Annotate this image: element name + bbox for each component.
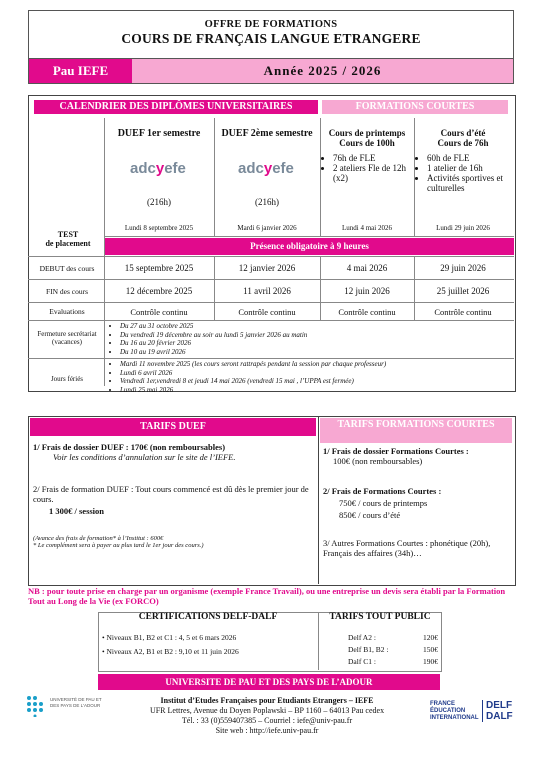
tarif-d1 [33, 442, 313, 462]
tarifs-public-table [348, 632, 438, 668]
test-date-1: Lundi 8 septembre 2025 [124, 224, 194, 232]
tarif-f2 [323, 486, 509, 520]
test-date-4: Lundi 29 juin 2026 [436, 224, 490, 232]
fin-4: 25 juillet 2026 [436, 286, 490, 296]
col-printemps-b: Cours de 100h [339, 138, 395, 148]
feries-label: Jours fériés [50, 375, 84, 383]
header [28, 10, 514, 59]
eval-label: Evaluations [49, 307, 85, 316]
hours-2: (216h) [255, 197, 279, 207]
tarif-f2-text: 2/ Frais de Formations Courtes : [323, 486, 442, 496]
tarifs-public-title: TARIFS TOUT PUBLIC [329, 612, 431, 622]
short-title: FORMATIONS COURTES [322, 100, 508, 114]
table-row [348, 656, 438, 668]
list-item: • Du 27 au 31 octobre 2025 [120, 322, 508, 331]
year: Année 2025 / 2026 [132, 59, 513, 83]
cert-l1: • Niveaux B1, B2 et C1 : 4, 5 et 6 mars 2026 [102, 633, 237, 642]
list-item: • 60h de FLE [427, 153, 511, 163]
fermeture-label: Fermeture secrétariat (vacances) [37, 330, 97, 346]
uppa-dots-icon [26, 695, 48, 717]
uppa-text: UNIVERSITÉ DE PAU ET DES PAYS DE L'ADOUR [50, 697, 102, 708]
adcyefe-logo-2: adcyefe [238, 160, 294, 177]
debut-label: DEBUT des cours [39, 264, 95, 273]
fin-2: 11 avril 2026 [243, 286, 291, 296]
header-title: COURS DE FRANÇAIS LANGUE ETRANGERE [121, 31, 421, 46]
debut-2: 12 janvier 2026 [238, 263, 296, 273]
table-row [348, 644, 438, 656]
list-item: • Activités sportives et culturelles [427, 173, 511, 193]
univ-banner: UNIVERSITE DE PAU ET DES PAYS DE L’ADOUR [98, 674, 440, 690]
page [28, 10, 514, 84]
row-value: 190€ [423, 657, 438, 666]
col-duef2: DUEF 2ème semestre [221, 128, 313, 139]
printemps-items [321, 153, 413, 183]
col-duef1: DUEF 1er semestre [117, 128, 201, 139]
cert-title: CERTIFICATIONS DELF-DALF [138, 612, 278, 622]
test-label-1: TEST [57, 230, 79, 239]
hours-1: (216h) [147, 197, 171, 207]
list-item: • 1 atelier de 16h [427, 163, 511, 173]
fin-1: 12 décembre 2025 [125, 286, 193, 296]
row-value: 120€ [423, 633, 438, 642]
tarif-d3-text: (Avance des frais de formation* à l’Institut : 600€ [33, 535, 164, 542]
col-printemps-a: Cours de printemps [328, 128, 406, 138]
cert-l2: • Niveaux A2, B1 et B2 : 9,10 et 11 juin 2026 [102, 647, 239, 656]
row-value: 150€ [423, 645, 438, 654]
test-label [32, 230, 104, 248]
list-item: • Du 10 au 19 avril 2026 [120, 348, 508, 357]
col-ete [415, 128, 511, 148]
tarif-d4: * Le complément sera à payer au plus tard le 1er jour des cours.) [33, 542, 204, 549]
list-item: • Lundi 6 avril 2026 [120, 369, 508, 378]
tarifs-duef-title: TARIFS DUEF [30, 418, 316, 436]
debut-1: 15 septembre 2025 [124, 263, 194, 273]
tarif-f2b: 850€ / cours d’été [339, 510, 401, 520]
test-date-2: Mardi 6 janvier 2026 [237, 224, 297, 232]
uppa-logo [26, 695, 104, 723]
delf-dalf-logo: DELF DALF [482, 700, 520, 722]
row-label: Delf B1, B2 : [348, 645, 389, 654]
tarif-f1-text: 1/ Frais de dossier Formations Courtes : [323, 446, 469, 456]
col-ete-b: Cours de 76h [437, 138, 489, 148]
tarif-f2a: 750€ / cours de printemps [339, 498, 428, 508]
row-label: Delf A2 : [348, 633, 376, 642]
list-item: • 76h de FLE [333, 153, 413, 163]
tarif-d2 [33, 484, 313, 516]
list-item: • 2 ateliers Fle de 12h (x2) [333, 163, 413, 183]
tarif-f1 [323, 446, 509, 466]
adcyefe-logo-1: adcyefe [130, 160, 186, 177]
list-item: • Mardi 11 novembre 2025 (les cours seront rattrapés pendant la session par chaque professeur) [120, 360, 508, 369]
tarif-d2-text: 2/ Frais de formation DUEF : Tout cours commencé est dû dès le premier jour de cours. [33, 484, 309, 504]
debut-4: 29 juin 2026 [440, 263, 486, 273]
test-date-3: Lundi 4 mai 2026 [342, 224, 392, 232]
fin-label: FIN des cours [45, 287, 89, 296]
footer-l1: Institut d’Etudes Françaises pour Etudiants Etrangers – IEFE [160, 696, 374, 705]
test-label-2: de placement [45, 239, 91, 248]
debut-3: 4 mai 2026 [346, 263, 388, 273]
footer-l4: Site web : http://iefe.univ-pau.fr [215, 726, 319, 735]
col-ete-a: Cours d’été [440, 128, 486, 138]
ete-items [415, 153, 511, 193]
header-bar [28, 59, 514, 84]
list-item: • Lundi 25 mai 2026 [120, 386, 508, 395]
presence-bar: Présence obligatoire à 9 heures [105, 238, 514, 255]
tarif-d2b: 1 300€ / session [49, 506, 105, 516]
footer-l3: Tél. : 33 (0)559407385 – Courriel : iefe@univ-pau.fr [181, 716, 353, 725]
fei-logo: FRANCE ÉDUCATION INTERNATIONAL [430, 701, 479, 721]
fin-3: 12 juin 2026 [344, 286, 390, 296]
eval-4: Contrôle continu [434, 307, 492, 317]
feries-list [108, 360, 508, 394]
tarif-d1b: Voir les conditions d’annulation sur le site de l’IEFE. [53, 452, 236, 462]
tarif-f1b: 100€ (non remboursables) [333, 456, 423, 466]
nb-note: NB : pour toute prise en charge par un organisme (exemple France Travail), ou une entreprise un devis sera établi par la Formation Tout au Long de la Vie (ex FORCO) [28, 586, 506, 606]
tarif-d1-text: 1/ Frais de dossier DUEF : 170€ (non remboursables) [33, 442, 226, 452]
eval-2: Contrôle continu [238, 307, 296, 317]
table-row [348, 632, 438, 644]
eval-3: Contrôle continu [338, 307, 396, 317]
header-line1: OFFRE DE FORMATIONS [204, 19, 338, 30]
org-name: Pau IEFE [29, 59, 132, 83]
fermeture-list [108, 322, 508, 356]
footer-address [110, 696, 424, 736]
list-item: • Du 16 au 20 février 2026 [120, 339, 508, 348]
tarif-f3: 3/ Autres Formations Courtes : phonétique (20h), Français des affaires (34h)… [323, 538, 491, 558]
list-item: • Vendredi 1er,vendredi 8 et jeudi 14 mai 2026 (vendredi 15 mai , l’UPPA est fermée) [120, 377, 508, 386]
tarifs-fc-title: TARIFS FORMATIONS COURTES [320, 418, 512, 443]
list-item: • Du vendredi 19 décembre au soir au lundi 5 janvier 2026 au matin [120, 331, 508, 340]
footer-l2: UFR Lettres, Avenue du Doyen Poplawski – BP 1160 – 64013 Pau cedex [149, 706, 385, 715]
calendar-title: CALENDRIER DES DIPLÔMES UNIVERSITAIRES [34, 100, 318, 114]
row-label: Dalf C1 : [348, 657, 376, 666]
col-printemps [321, 128, 413, 148]
eval-1: Contrôle continu [130, 307, 188, 317]
tarif-d3 [33, 535, 313, 549]
